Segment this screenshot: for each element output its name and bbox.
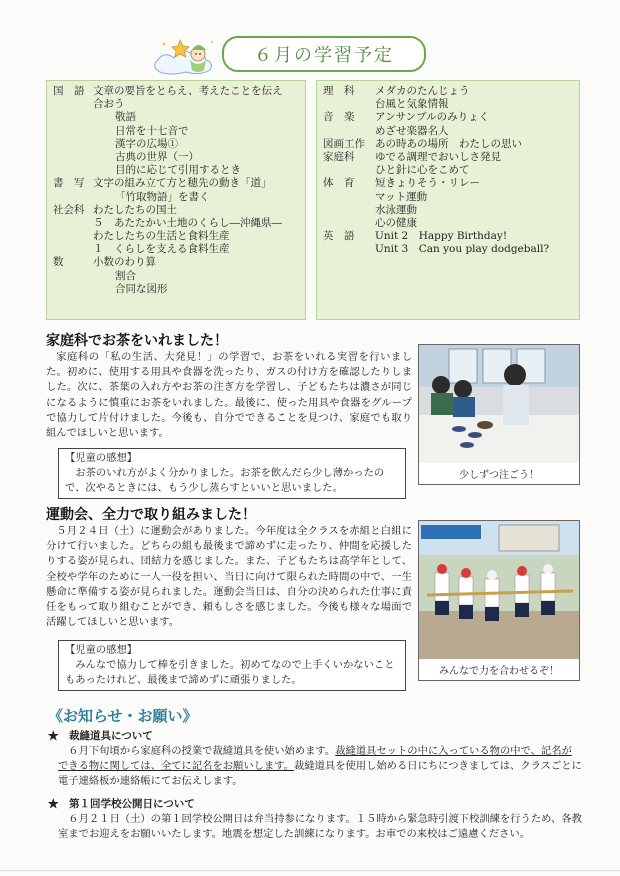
schedule-row: [317, 85, 579, 98]
section-body-home-economics: 家庭科の「私の生活、大発見！」の学習で、お茶をいれる実習を行いました。初めに、使用する用具や食器を洗ったり、ガスの付け方を確認したりしました。次に、茶葉の入れ方やお茶の注ぎ方を学習し、子どもたちは濃さが同じになるように慎重にお茶をいれました。最後に、使った用具や食器をグループで協力して片付けました。今後も、自分でできることを見つけ、家庭でも取り組んでほしいと思います。: [46, 351, 412, 440]
schedule-item: ５ あたたかい土地のくらし―沖縄県―: [93, 216, 282, 229]
page-header: [150, 32, 450, 78]
schedule-item: Unit 3 Can you play dodgeball?: [375, 243, 550, 256]
schedule-row: [47, 243, 305, 256]
schedule-row: [47, 177, 305, 190]
schedule-item: アンサンブルのみりょく: [375, 111, 490, 124]
notice-head-open-day: ★ 第１回学校公開日について: [48, 798, 195, 810]
schedule-subject: 図画工作: [323, 137, 365, 150]
impression-text: お茶のいれ方がよく分かりました。お茶を飲んだら少し薄かったので、次やるときには、もう少し蒸らすといいと思いました。: [65, 467, 385, 494]
photo-tug-of-war: [418, 520, 580, 681]
schedule-right-panel: [316, 80, 580, 320]
schedule-item: わたしたちの生活と食料生産: [93, 230, 230, 243]
schedule-item: 短きょりそう・リレー: [375, 177, 480, 190]
schedule-item: マット運動: [375, 190, 428, 203]
schedule-item: 目的に応じて引用するとき: [115, 164, 241, 177]
schedule-item: １ くらしを支える食料生産: [93, 243, 230, 256]
schedule-row: [47, 85, 305, 98]
schedule-item: 合おう: [93, 98, 125, 111]
schedule-row: [47, 204, 305, 217]
schedule-item: 合同な図形: [115, 282, 168, 295]
schedule-item: 台風と気象情報: [375, 98, 449, 111]
notice-body-sewing: [58, 744, 582, 790]
schedule-item: ひと針に心をこめて: [375, 164, 470, 177]
tug-of-war-photo-image: [419, 521, 579, 659]
mascot-fairy-icon: [150, 32, 220, 78]
schedule-row: [317, 230, 579, 243]
schedule-row: [47, 283, 305, 296]
schedule-item: 日常を十七音で: [115, 124, 189, 137]
schedule-row: [47, 151, 305, 164]
notice-body-open-day: [58, 812, 582, 842]
schedule-row: [47, 98, 305, 111]
bottom-divider: [0, 870, 620, 871]
schedule-item: 小数のわり算: [93, 256, 156, 269]
schedule-row: [47, 111, 305, 124]
schedule-item: 文字の組み立て方と穂先の動き「道」: [93, 177, 272, 190]
schedule-row: [47, 256, 305, 269]
schedule-left-panel: [46, 80, 306, 320]
schedule-subject: 英 語: [323, 230, 355, 243]
photo-tea-practice: [418, 344, 580, 485]
section-body-sports-day: ５月２４日（土）に運動会がありました。今年度は全クラスを赤組と白組に分けて行いました。どちらの組も最後まで諦めずに走ったり、仲間を応援したりする姿が見られ、団結力を感じました。また、子どもたちは高学年として、全校や学年のために一人一役を担い、当日に向けて限られた時間の中で、一生懸命に準備する姿が見られました。運動会当日は、自分の決められた仕事に責任をもって取り組むことができ、頼もしさを感じました。今後も様々な場面で活躍してほしいと思います。: [46, 525, 412, 629]
schedule-row: [317, 243, 579, 256]
schedule-row: [317, 191, 579, 204]
schedule-subject: 体 育: [323, 177, 355, 190]
impression-label-2: 【児童の感想】: [65, 644, 138, 656]
schedule-row: [317, 177, 579, 190]
schedule-item: 水泳運動: [375, 203, 417, 216]
photo-caption-tea: 少しずつ注ごう！: [459, 470, 539, 481]
schedule-row: [317, 164, 579, 177]
notices-title: 《お知らせ・お願い》: [48, 707, 198, 725]
schedule-row: [317, 125, 579, 138]
schedule-row: [317, 98, 579, 111]
schedule-item: 漢字の広場①: [115, 137, 178, 150]
student-impression-box-2: [58, 640, 406, 691]
impression-text-2: みんなで協力して棒を引きました。初めてなので上手くいかないこともあったけれど、最後まで諦めずに頑張りました。: [65, 659, 395, 686]
schedule-subject: 理 科: [323, 85, 355, 97]
page-title: ６月の学習予定: [222, 36, 426, 72]
schedule-item: ゆでる調理でおいしさ発見: [375, 150, 501, 163]
schedule-item: 心の健康: [375, 216, 417, 229]
notice-sewing-text-2: 裁縫道具を使用し始める日にちにつきましては、クラスごとに電子連絡板か連絡帳にてお伝えします。: [58, 760, 582, 788]
schedule-item: わたしたちの国土: [93, 203, 177, 216]
schedule-row: [47, 230, 305, 243]
schedule-item: Unit 2 Happy Birthday!: [375, 230, 508, 243]
tea-practice-photo-image: [419, 345, 579, 463]
schedule-row: [47, 164, 305, 177]
schedule-row: [317, 138, 579, 151]
schedule-row: [317, 111, 579, 124]
schedule-row: [317, 217, 579, 230]
schedule-item: 文章の要旨をとらえ、考えたことを伝え: [93, 85, 283, 97]
schedule-subject: 音 楽: [323, 111, 355, 124]
schedule-subject: 数: [53, 256, 64, 269]
notice-sewing-text-1: ６月下旬頃から家庭科の授業で裁縫道具を使い始めます。: [68, 745, 336, 757]
schedule-row: [47, 270, 305, 283]
schedule-subject: 家庭科: [323, 150, 355, 163]
schedule-item: 古典の世界（一）: [115, 150, 199, 163]
schedule-row: [317, 151, 579, 164]
photo-caption-sports: みんなで力を合わせるぞ！: [439, 666, 559, 677]
schedule-subject: 書 写: [53, 177, 85, 190]
schedule-row: [47, 191, 305, 204]
section-title-sports-day: 運動会、全力で取り組みました！: [46, 507, 256, 523]
schedule-item: 「竹取物語」を書く: [115, 190, 210, 203]
schedule-row: [47, 217, 305, 230]
notice-sewing-underlined: 裁縫道具セットの中に入っている物の中で、記名ができる物に関しては、全てに記名をお願いします。: [58, 745, 572, 773]
schedule-subject: 社会科: [53, 203, 85, 216]
schedule-item: あの時あの場所 わたしの思い: [375, 137, 522, 150]
notice-open-day-text: ６月２１日（土）の第１回学校公開日は弁当持参になります。１５時から緊急時引渡下校訓練を行うため、各教室までお迎えをお願いいたします。地震を想定した訓練になります。お車での来校はご遠慮ください。: [58, 813, 582, 841]
schedule-item: 割合: [115, 269, 136, 282]
schedule-row: [47, 125, 305, 138]
schedule-row: [317, 204, 579, 217]
notice-head-sewing: ★ 裁縫道具について: [48, 730, 153, 742]
impression-label: 【児童の感想】: [65, 452, 138, 464]
schedule-subject: 国 語: [53, 85, 85, 97]
schedule-item: めざせ楽器名人: [375, 124, 449, 137]
schedule-item: 敬語: [115, 111, 136, 124]
student-impression-box: [58, 448, 406, 499]
schedule-item: メダカのたんじょう: [375, 85, 470, 97]
schedule-row: [47, 138, 305, 151]
section-title-home-economics: 家庭科でお茶をいれました！: [46, 333, 228, 349]
